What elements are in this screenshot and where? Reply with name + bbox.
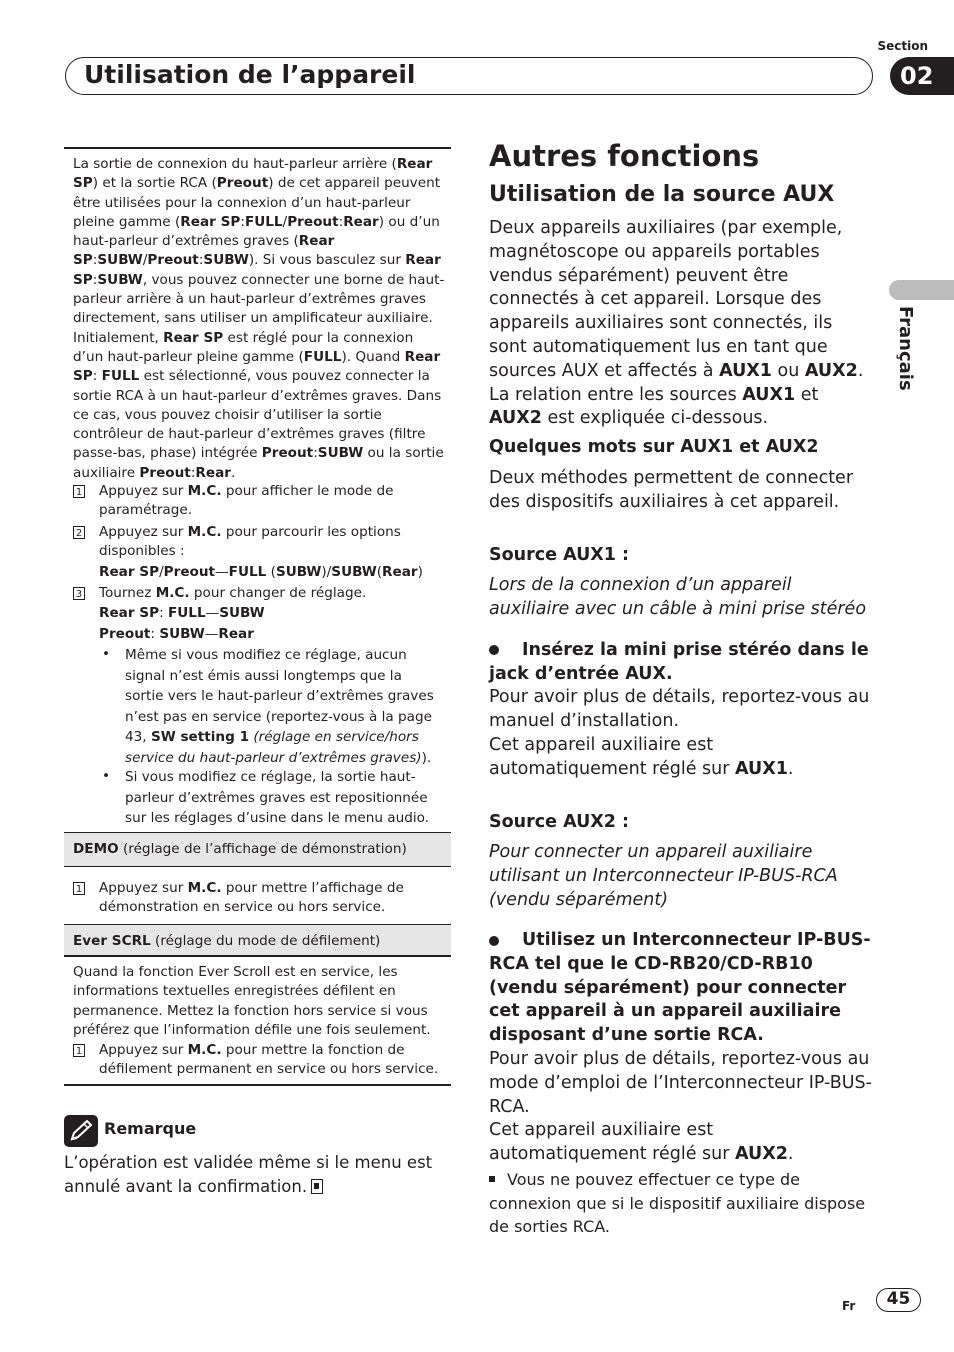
- note-text: [64, 1151, 449, 1199]
- heading-source-aux2: Source AUX2 :: [489, 812, 630, 832]
- heading-source-aux1: Source AUX1 :: [489, 545, 630, 565]
- intro-paragraph: La sortie de connexion du haut-parleur arrière (Rear SP) et la sortie RCA (Preout) de cet appareil peuvent être utilisées pour la connexion d’un haut-parleur pleine gamme (Rear SP:FULL/Preout:Rear) ou d’un haut-parleur d’extrêmes graves (Rear SP:SUBW/Preout:SUBW). Si vous basculez sur Rear SP:SUBW, vous pouvez connecter une borne de haut-parleur arrière à un haut-parleur d’extrêmes graves directement, sans utiliser un amplificateur auxiliaire. Initialement, Rear SP est réglé pour la connexion d’un haut-parleur pleine gamme (FULL). Quand Rear SP: FULL est sélectionné, vous pouvez connecter la sortie RCA à un haut-parleur d’extrêmes graves. Dans ce cas, vous pouvez choisir d’utiliser la sortie contrôleur de haut-parleur d’extrêmes graves (filtre passe-bas, phase) intégrée Preout:SUBW ou la sortie auxiliaire Preout:Rear.: [73, 156, 445, 481]
- bullet-dot: •: [102, 768, 111, 784]
- page-title: Utilisation de l’appareil: [84, 60, 416, 89]
- subsection-heading: Utilisation de la source AUX: [489, 182, 835, 207]
- pencil-note-icon: [64, 1115, 98, 1147]
- divider: [64, 866, 451, 867]
- step-3-text: Tournez M.C. pour changer de réglage.: [99, 585, 367, 601]
- demo-step-text: Appuyez sur M.C. pour mettre l’affichage de démonstration en service ou hors service.: [99, 880, 404, 916]
- step-3-option-preout: Preout: SUBW—Rear: [99, 626, 254, 642]
- step-1-text: Appuyez sur M.C. pour afficher le mode de paramétrage.: [99, 483, 394, 519]
- aux2-instruction: Utilisez un Interconnecteur IP-BUS-RCA tel que le CD-RB20/CD-RB10 (vendu séparément) pour connecter cet appareil à un appareil auxiliaire disposant d’une sortie RCA.: [489, 930, 871, 1046]
- scroll-paragraph: Quand la fonction Ever Scroll est en service, les informations textuelles enregistrées défilent en permanence. Mettez la fonction hors service si vous préférez que l’information défile une fois seulement.: [73, 964, 431, 1038]
- aux1-instruction: Insérez la mini prise stéréo dans le jack d’entrée AUX.: [489, 640, 869, 684]
- bullet-dot: •: [102, 646, 111, 662]
- section-heading: Autres fonctions: [489, 139, 760, 173]
- scroll-step-text: Appuyez sur M.C. pour mettre la fonction de défilement permanent en service ou hors service.: [99, 1042, 439, 1078]
- heading-about-aux: Quelques mots sur AUX1 et AUX2: [489, 437, 819, 457]
- aux1-details: Pour avoir plus de détails, reportez-vous au manuel d’installation.: [489, 687, 870, 731]
- language-label: Français: [895, 306, 916, 391]
- square-bullet-icon: [489, 1176, 495, 1182]
- footer-language: Fr: [842, 1299, 856, 1313]
- aux2-note: [489, 1168, 874, 1239]
- aux2-note-text: Vous ne pouvez effectuer ce type de connexion que si le dispositif auxiliaire dispose de sorties RCA.: [489, 1170, 866, 1236]
- note-text-body: L’opération est validée même si le menu est annulé avant la confirmation.: [64, 1153, 433, 1196]
- step-number: 1: [73, 485, 85, 498]
- demo-setting-bar: DEMO (réglage de l’affichage de démonstration): [64, 833, 451, 866]
- step-number: 1: [73, 1044, 85, 1057]
- step-number: 1: [73, 882, 85, 895]
- step-number: 3: [73, 587, 85, 600]
- scroll-setting-bar: Ever SCRL (réglage du mode de défilement): [64, 925, 451, 957]
- bullet-2-text: Si vous modifiez ce réglage, la sortie haut-parleur d’extrêmes graves est repositionnée sur les réglages d’usine dans le menu audio.: [125, 769, 430, 826]
- language-tab: [889, 280, 954, 300]
- step-number: 2: [73, 526, 85, 539]
- note-title: Remarque: [104, 1119, 197, 1138]
- aux2-description: Pour connecter un appareil auxiliaire utilisant un Interconnecteur IP-BUS-RCA (vendu séparément): [489, 842, 838, 910]
- divider: [64, 955, 451, 957]
- bullet-1-text: Même si vous modifiez ce réglage, aucun signal n’est émis aussi longtemps que la sortie vers le haut-parleur d’extrêmes graves n’est pas en service (reportez-vous à la page 43, SW setting 1 (réglage en service/hors service du haut-parleur d’extrêmes graves)).: [125, 647, 434, 766]
- aux1-auto-set: Cet appareil auxiliaire est automatiquement réglé sur AUX1.: [489, 735, 794, 779]
- step-2-text: Appuyez sur M.C. pour parcourir les options disponibles :: [99, 524, 401, 560]
- top-rule: [64, 147, 451, 149]
- aux-intro-paragraph: Deux appareils auxiliaires (par exemple, magnétoscope ou appareils portables vendus séparément) peuvent être connectés à cet appareil. Lorsque des appareils auxiliaires sont connectés, ils sont automatiquement lus en tant que sources AUX et affectés à AUX1 ou AUX2. La relation entre les sources AUX1 et AUX2 est expliquée ci-dessous.: [489, 218, 864, 429]
- section-label: Section: [877, 39, 928, 53]
- methods-paragraph: Deux méthodes permettent de connecter des dispositifs auxiliaires à cet appareil.: [489, 468, 854, 512]
- aux1-description: Lors de la connexion d’un appareil auxiliaire avec un câble à mini prise stéréo: [489, 575, 867, 619]
- step-2-options: Rear SP/Preout—FULL (SUBW)/SUBW(Rear): [99, 564, 423, 580]
- aux2-details: Pour avoir plus de détails, reportez-vous au mode d’emploi de l’Interconnecteur IP-BUS-RCA.: [489, 1049, 872, 1117]
- end-mark-icon: [311, 1179, 323, 1194]
- step-3-option-rear: Rear SP: FULL—SUBW: [99, 605, 265, 621]
- aux2-auto-set: Cet appareil auxiliaire est automatiquement réglé sur AUX2.: [489, 1120, 794, 1164]
- section-number-badge: 02: [890, 57, 954, 95]
- bottom-rule: [64, 1084, 451, 1086]
- page-number: 45: [876, 1288, 921, 1312]
